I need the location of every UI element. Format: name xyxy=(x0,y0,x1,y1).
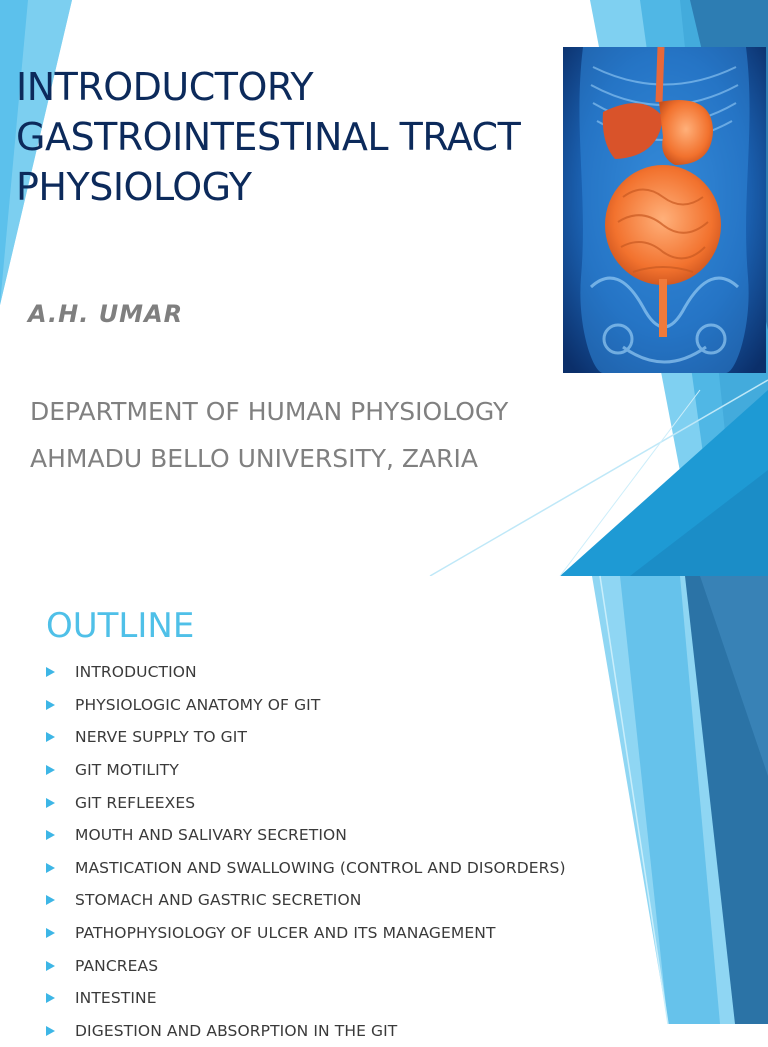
list-item-text: PHYSIOLOGIC ANATOMY OF GIT xyxy=(75,695,321,714)
list-item-text: GIT REFLEEXES xyxy=(75,793,196,812)
triangle-right-icon xyxy=(46,863,55,873)
list-item xyxy=(46,884,566,917)
triangle-right-icon xyxy=(46,830,55,840)
list-item xyxy=(46,949,566,982)
list-item xyxy=(46,982,566,1015)
list-item xyxy=(46,786,566,819)
list-item xyxy=(46,721,566,754)
triangle-right-icon xyxy=(46,895,55,905)
outline-list xyxy=(46,656,566,1047)
list-item-text: GIT MOTILITY xyxy=(75,761,179,780)
title-line: INTRODUCTORY xyxy=(16,65,314,109)
presentation-title xyxy=(16,62,556,212)
list-item-text: NERVE SUPPLY TO GIT xyxy=(75,728,248,747)
list-item xyxy=(46,1015,566,1047)
outline-slide xyxy=(0,576,768,1040)
triangle-right-icon xyxy=(46,928,55,938)
triangle-right-icon xyxy=(46,1026,55,1036)
triangle-right-icon xyxy=(46,961,55,971)
list-item-text: INTESTINE xyxy=(75,989,157,1008)
outline-heading: OUTLINE xyxy=(46,606,195,646)
title-line: PHYSIOLOGY xyxy=(16,165,252,209)
department-name: DEPARTMENT OF HUMAN PHYSIOLOGY xyxy=(30,397,509,426)
author-name: A.H. UMAR xyxy=(28,300,184,328)
triangle-right-icon xyxy=(46,667,55,677)
list-item-text: STOMACH AND GASTRIC SECRETION xyxy=(75,891,362,910)
digestive-system-image xyxy=(563,47,766,373)
triangle-right-icon xyxy=(46,993,55,1003)
list-item-text: PANCREAS xyxy=(75,956,159,975)
list-item-text: DIGESTION AND ABSORPTION IN THE GIT xyxy=(75,1021,398,1040)
affiliation xyxy=(30,388,508,482)
list-item xyxy=(46,917,566,950)
list-item xyxy=(46,689,566,722)
list-item-text: MOUTH AND SALIVARY SECRETION xyxy=(75,826,348,845)
list-item xyxy=(46,754,566,787)
list-item-text: MASTICATION AND SWALLOWING (CONTROL AND DISORDERS) xyxy=(75,858,566,877)
list-item xyxy=(46,852,566,885)
triangle-right-icon xyxy=(46,798,55,808)
title-line: GASTROINTESTINAL TRACT xyxy=(16,115,521,159)
list-item-text: INTRODUCTION xyxy=(75,663,197,682)
list-item xyxy=(46,819,566,852)
triangle-right-icon xyxy=(46,700,55,710)
list-item xyxy=(46,656,566,689)
list-item-text: PATHOPHYSIOLOGY OF ULCER AND ITS MANAGEMENT xyxy=(75,924,496,943)
triangle-right-icon xyxy=(46,732,55,742)
triangle-right-icon xyxy=(46,765,55,775)
university-name: AHMADU BELLO UNIVERSITY, ZARIA xyxy=(30,444,478,473)
